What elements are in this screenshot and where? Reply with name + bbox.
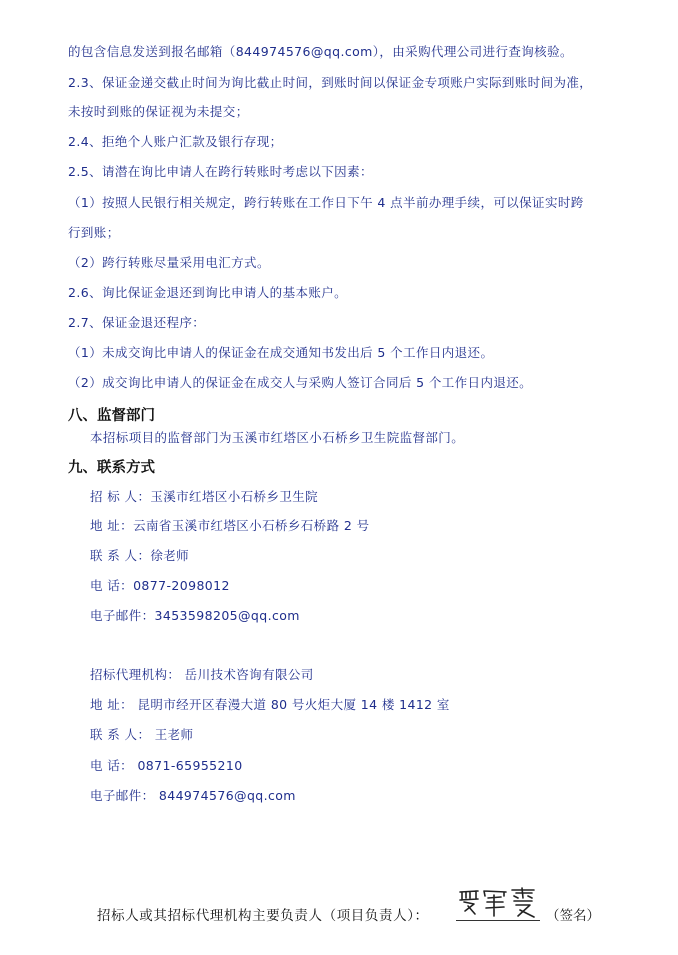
paragraph-line: （2）跨行转账尽量采用电汇方式。 — [68, 255, 270, 270]
paragraph-line: （1）未成交询比申请人的保证金在成交通知书发出后 5 个工作日内退还。 — [68, 345, 494, 360]
section-heading-contact: 九、联系方式 — [68, 460, 155, 476]
tenderer-contact: 联 系 人：徐老师 — [90, 548, 190, 563]
signature-field — [456, 886, 540, 921]
agency-email: 电子邮件： 844974576@qq.com — [90, 788, 296, 803]
signature-suffix: （签名） — [546, 908, 600, 924]
paragraph-line: 2.5、请潜在询比申请人在跨行转账时考虑以下因素： — [68, 164, 373, 179]
supervision-text: 本招标项目的监督部门为玉溪市红塔区小石桥乡卫生院监督部门。 — [90, 430, 465, 445]
paragraph-line: 行到账； — [68, 225, 120, 240]
tenderer-name: 招 标 人：玉溪市红塔区小石桥乡卫生院 — [90, 489, 319, 504]
paragraph-line: 2.3、保证金递交截止时间为询比截止时间，到账时间以保证金专项账户实际到账时间为准， — [68, 75, 593, 90]
section-heading-supervision: 八、监督部门 — [68, 408, 155, 424]
agency-phone: 电 话： 0871-65955210 — [90, 758, 243, 773]
tenderer-address: 地 址：云南省玉溪市红塔区小石桥乡石桥路 2 号 — [90, 518, 370, 533]
paragraph-line: （2）成交询比申请人的保证金在成交人与采购人签订合同后 5 个工作日内退还。 — [68, 375, 533, 390]
paragraph-line: （1）按照人民银行相关规定，跨行转账在工作日下午 4 点半前办理手续，可以保证实时跨 — [68, 195, 584, 210]
paragraph-line: 2.6、询比保证金退还到询比申请人的基本账户。 — [68, 285, 348, 300]
paragraph-line: 未按时到账的保证视为未提交； — [68, 104, 249, 119]
handwritten-signature — [456, 886, 540, 920]
agency-address: 地 址： 昆明市经开区春漫大道 80 号火炬大厦 14 楼 1412 室 — [90, 697, 450, 712]
agency-contact: 联 系 人： 王老师 — [90, 727, 194, 742]
paragraph-line: 2.7、保证金退还程序： — [68, 315, 206, 330]
paragraph-line: 的包含信息发送到报名邮箱（844974576@qq.com），由采购代理公司进行查询核验。 — [68, 44, 573, 59]
paragraph-line: 2.4、拒绝个人账户汇款及银行存现； — [68, 134, 283, 149]
signature-label: 招标人或其招标代理机构主要负责人（项目负责人）： — [97, 908, 429, 924]
tenderer-phone: 电 话：0877-2098012 — [90, 578, 230, 593]
tenderer-email: 电子邮件：3453598205@qq.com — [90, 608, 300, 623]
agency-name: 招标代理机构： 岳川技术咨询有限公司 — [90, 667, 314, 682]
